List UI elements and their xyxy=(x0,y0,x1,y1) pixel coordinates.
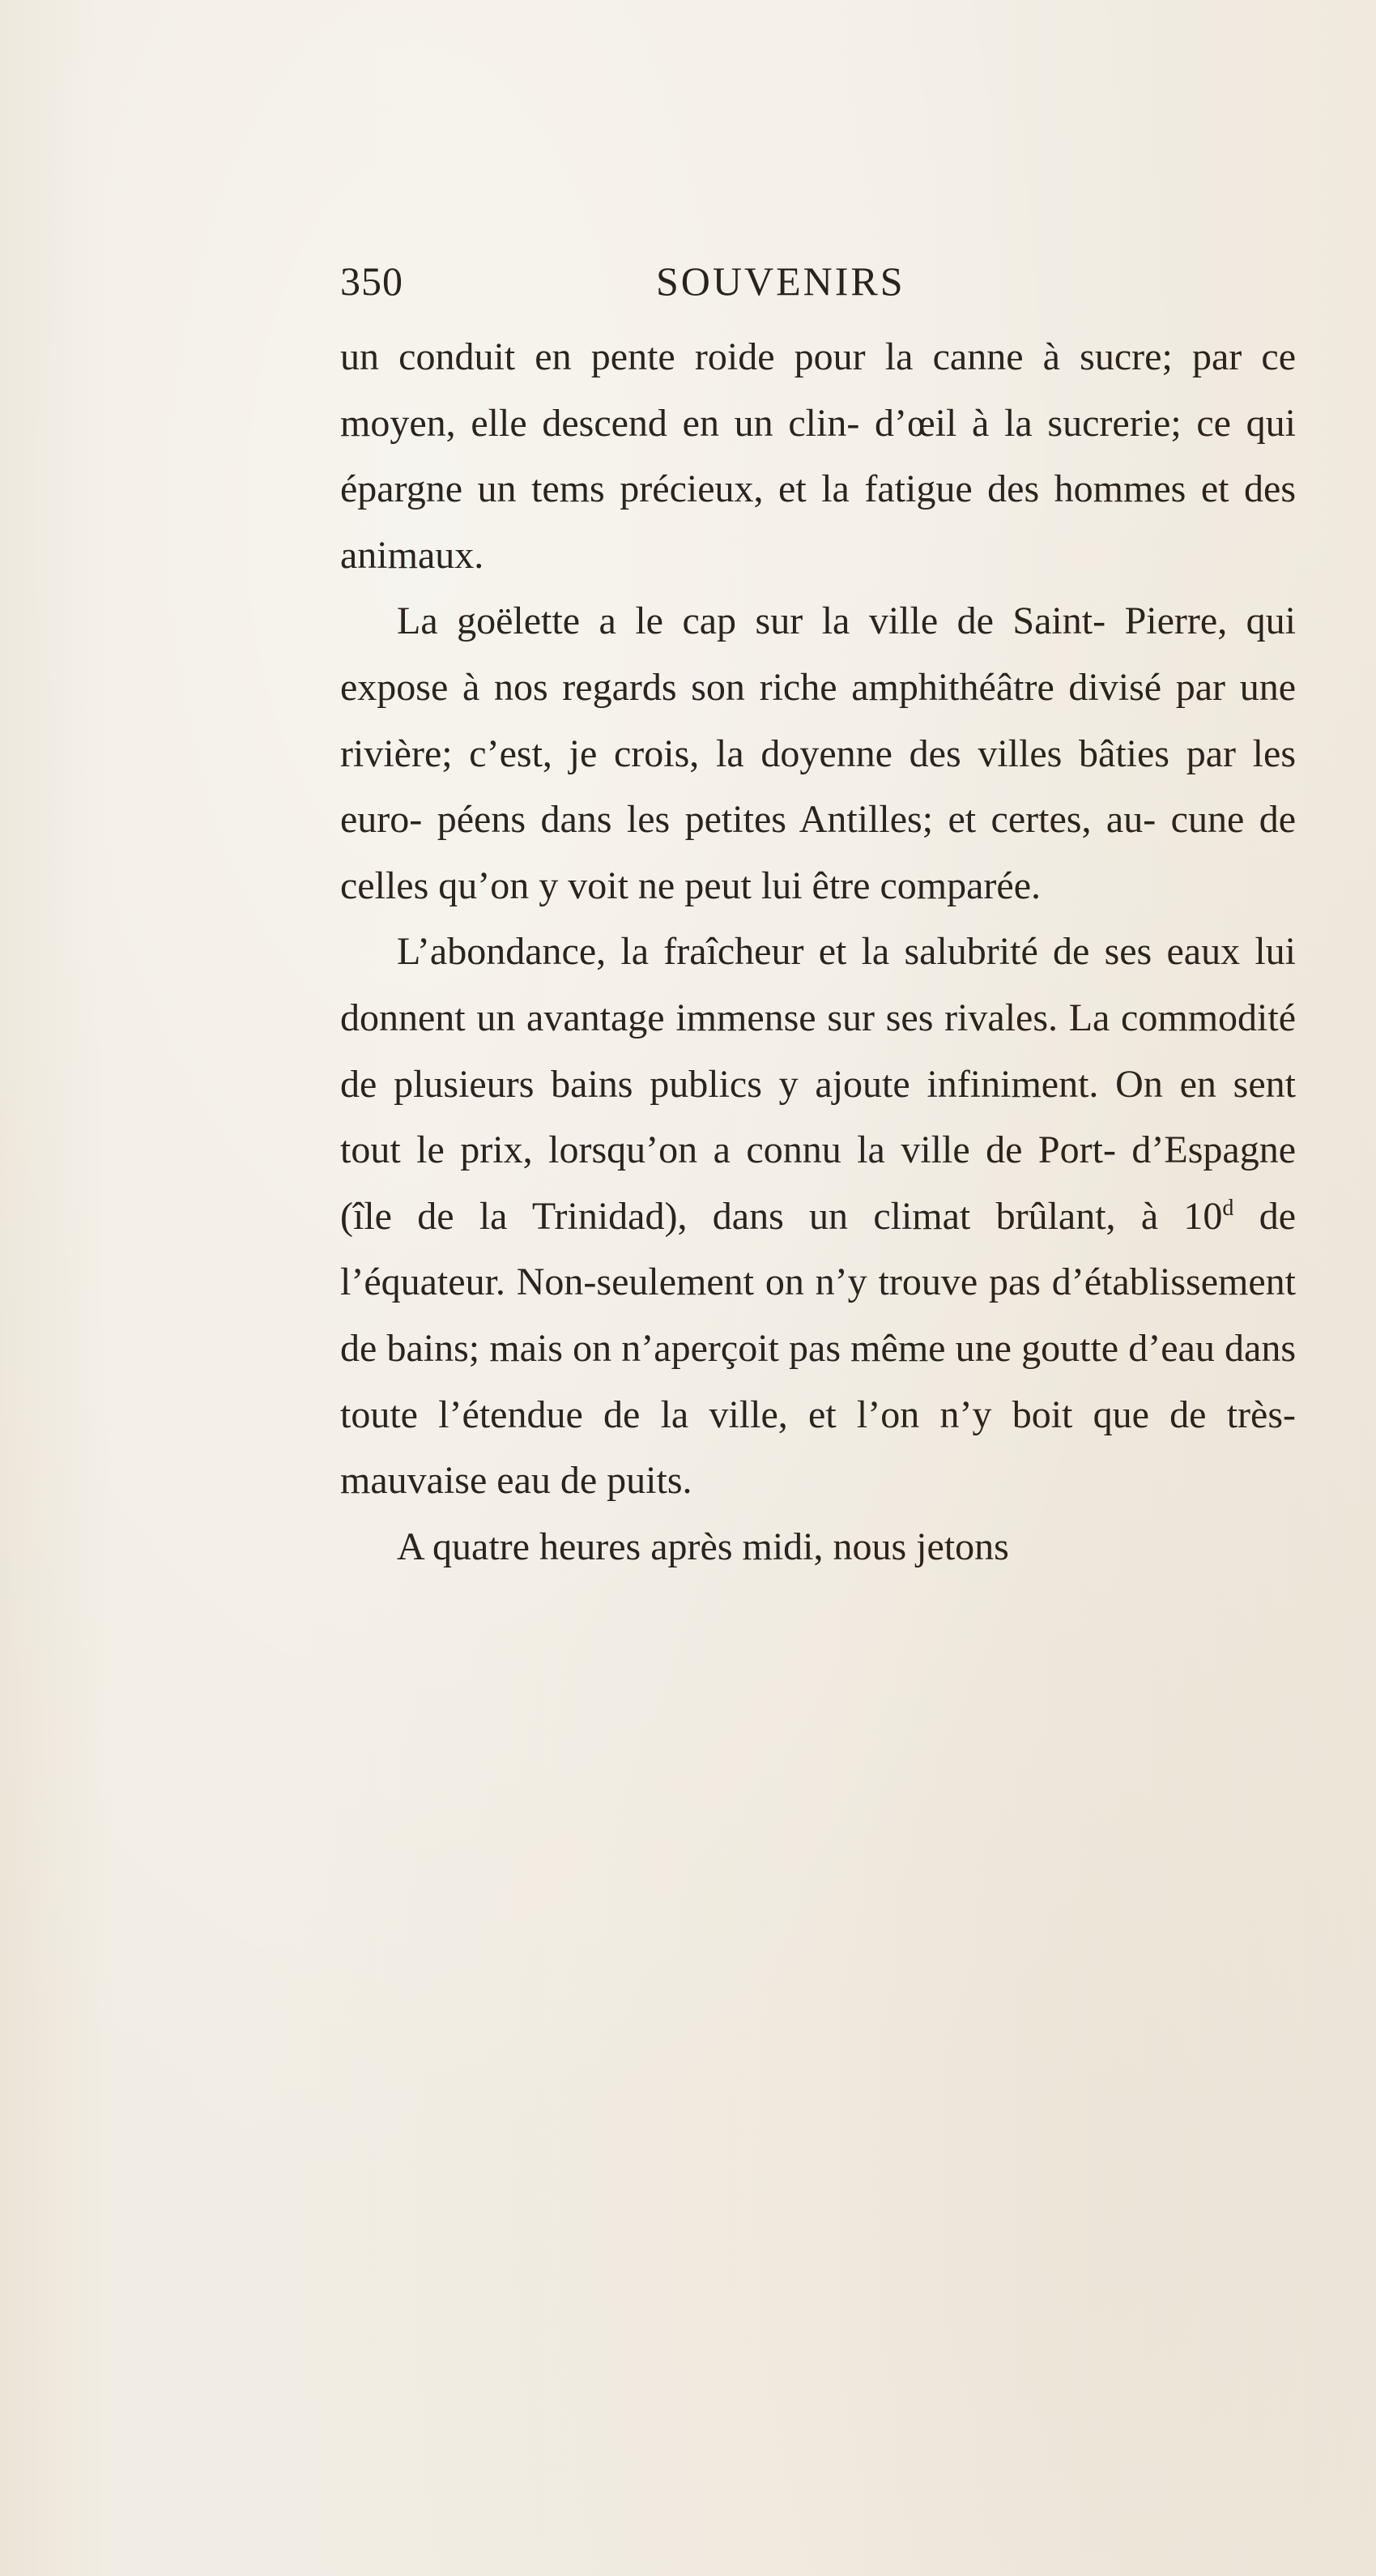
degree-superscript: d xyxy=(1222,1195,1234,1221)
text-line: publics y ajoute infiniment. On en sent tout xyxy=(340,1062,1296,1172)
text-line: sucre; par ce moyen, elle descend en un clin- xyxy=(340,335,1297,445)
text-line: cune de celles qu’on y voit ne peut lui être xyxy=(340,798,1296,907)
running-head: SOUVENIRS xyxy=(656,258,905,304)
text-line: L’abondance, la fraîcheur et la salubrité de xyxy=(397,930,1090,974)
paragraph xyxy=(340,1514,1296,1580)
text-line: animaux. xyxy=(340,533,484,577)
text-line: d’œil à la sucrerie; ce qui épargne un tems xyxy=(340,401,1297,511)
text-line: A quatre heures après midi, nous jetons xyxy=(397,1525,1009,1568)
paragraph xyxy=(340,919,1296,1513)
text-line: dans toute l’étendue de la ville, et l’on n’y boit xyxy=(340,1326,1297,1436)
text-line: ses rivales. La commodité de plusieurs bains xyxy=(340,996,1297,1106)
text-line: un conduit en pente roide pour la canne à xyxy=(340,335,1060,378)
page-number: 350 xyxy=(340,258,403,304)
text-line: mais on n’aperçoit pas même une goutte d’eau xyxy=(489,1326,1215,1370)
page-header xyxy=(340,258,1328,331)
text-line: précieux, et la fatigue des hommes et des xyxy=(620,467,1297,511)
text-line: que de très-mauvaise eau de puits. xyxy=(340,1392,1297,1503)
body-text xyxy=(340,324,1296,1580)
text-line: comparée. xyxy=(880,864,1042,907)
text-line: Pierre, qui expose à nos regards son riche xyxy=(340,599,1297,709)
text-line: on n’y trouve pas d’établissement de bains; xyxy=(340,1260,1297,1370)
text-line: amphithéâtre divisé par une rivière; c’est, je xyxy=(340,665,1297,775)
paragraph xyxy=(340,588,1296,919)
text-line: ses eaux lui donnent un avantage immense sur xyxy=(340,930,1297,1039)
text-line: de l’équateur. Non-seulement xyxy=(340,1194,1297,1304)
text-line: d’Espagne (île de la Trinidad), dans un climat xyxy=(340,1128,1297,1238)
text-line: le prix, lorsqu’on a connu la ville de Port- xyxy=(416,1128,1116,1172)
text-line: péens dans les petites Antilles; et certes, au- xyxy=(437,798,1157,842)
paragraph xyxy=(340,324,1296,588)
text-line: brûlant, à 10 xyxy=(995,1194,1223,1238)
text-line: La goëlette a le cap sur la ville de Saint- xyxy=(397,599,1106,643)
text-line: crois, la doyenne des villes bâties par les euro- xyxy=(340,731,1297,842)
